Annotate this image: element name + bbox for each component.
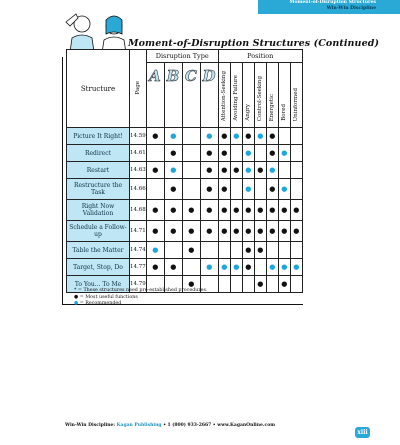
- blue-dot-icon: ●: [281, 184, 288, 193]
- most-useful-cell: [230, 162, 242, 179]
- blue-dot-icon: ●: [152, 245, 159, 254]
- empty-cell: [254, 259, 266, 276]
- most-useful-cell: [200, 200, 218, 221]
- svg-text:B: B: [166, 67, 180, 85]
- black-dot-icon: ●: [221, 184, 228, 193]
- most-useful-cell: [164, 221, 182, 242]
- black-dot-icon: ●: [188, 245, 195, 254]
- page-column-label: Page: [134, 80, 141, 95]
- empty-cell: [254, 145, 266, 162]
- black-dot-icon: ●: [170, 226, 177, 235]
- recommended-cell: [278, 145, 290, 162]
- black-dot-icon: ●: [245, 226, 252, 235]
- table-row: [67, 179, 303, 200]
- footer-publisher: Kagan Publishing: [116, 423, 162, 428]
- black-dot-icon: ●: [221, 205, 228, 214]
- blue-dot-icon: ●: [293, 262, 300, 271]
- legend-blue: ● = Recommended: [74, 301, 122, 306]
- most-useful-cell: [290, 221, 302, 242]
- black-dot-icon: ●: [269, 148, 276, 157]
- page-title: Moment-of-Disruption Structures (Continued): [128, 38, 380, 49]
- empty-cell: [146, 179, 164, 200]
- most-useful-cell: [266, 221, 278, 242]
- empty-cell: [218, 276, 230, 293]
- most-useful-cell: [146, 221, 164, 242]
- header-line2: Win-Win Discipline: [326, 6, 376, 11]
- most-useful-cell: [218, 179, 230, 200]
- empty-cell: [290, 242, 302, 259]
- position-header-avoiding failure: Avoiding Failure: [230, 63, 242, 128]
- position-header-uninformed: Uninformed: [290, 63, 302, 128]
- position-header-energetic: Energetic: [266, 63, 278, 128]
- page-column-header: [130, 50, 147, 128]
- most-useful-cell: [266, 128, 278, 145]
- blue-dot-icon: ●: [74, 301, 79, 306]
- empty-cell: [230, 242, 242, 259]
- disruption-type-header: Disruption Type: [146, 50, 218, 63]
- table-row: [67, 200, 303, 221]
- black-dot-icon: ●: [188, 205, 195, 214]
- blue-dot-icon: ●: [245, 184, 252, 193]
- most-useful-cell: [200, 179, 218, 200]
- empty-cell: [266, 242, 278, 259]
- most-useful-cell: [290, 200, 302, 221]
- empty-cell: [290, 179, 302, 200]
- recommended-cell: [146, 242, 164, 259]
- empty-cell: [182, 145, 200, 162]
- most-useful-cell: [278, 200, 290, 221]
- header-corner-block: [380, 0, 400, 14]
- most-useful-cell: [254, 200, 266, 221]
- black-dot-icon: ●: [257, 245, 264, 254]
- black-dot-icon: ●: [152, 205, 159, 214]
- black-dot-icon: ●: [257, 165, 264, 174]
- black-dot-icon: ●: [257, 226, 264, 235]
- structure-name: Restructure the Task: [67, 179, 130, 200]
- black-dot-icon: ●: [188, 279, 195, 288]
- structure-column-header: Structure: [67, 50, 130, 128]
- most-useful-cell: [230, 200, 242, 221]
- black-dot-icon: ●: [152, 262, 159, 271]
- most-useful-cell: [254, 276, 266, 293]
- table-row: [67, 162, 303, 179]
- black-dot-icon: ●: [245, 262, 252, 271]
- page-footer: Win-Win Discipline: Kagan Publishing • 1 (800) 933-2667 • www.KaganOnline.com: [65, 423, 275, 428]
- most-useful-cell: [254, 221, 266, 242]
- position-header-bored: Bored: [278, 63, 290, 128]
- empty-cell: [164, 242, 182, 259]
- structure-page: 14.74: [130, 242, 147, 259]
- most-useful-cell: [218, 145, 230, 162]
- position-header-angry: Angry: [242, 63, 254, 128]
- most-useful-cell: [230, 221, 242, 242]
- structure-name: Table the Matter: [67, 242, 130, 259]
- recommended-cell: [278, 259, 290, 276]
- empty-cell: [290, 145, 302, 162]
- most-useful-cell: [254, 162, 266, 179]
- most-useful-cell: [182, 200, 200, 221]
- position-header-control-seeking: Control-Seeking: [254, 63, 266, 128]
- black-dot-icon: ●: [170, 262, 177, 271]
- legend: [74, 288, 207, 308]
- disruption-type-b-icon: [164, 63, 182, 128]
- recommended-cell: [164, 162, 182, 179]
- header-line1: Moment-of-Disruption Structures: [289, 0, 376, 5]
- structure-name: Target, Stop, Do: [67, 259, 130, 276]
- black-dot-icon: ●: [221, 131, 228, 140]
- black-dot-icon: ●: [152, 131, 159, 140]
- structure-page: 14.71: [130, 221, 147, 242]
- legend-black: ● = Most useful functions: [74, 294, 138, 300]
- black-dot-icon: ●: [281, 205, 288, 214]
- empty-cell: [290, 162, 302, 179]
- most-useful-cell: [164, 259, 182, 276]
- black-dot-icon: ●: [152, 165, 159, 174]
- most-useful-cell: [242, 221, 254, 242]
- position-header-attention-seeking: Attention-Seeking: [218, 63, 230, 128]
- structure-name: Picture It Right!: [67, 128, 130, 145]
- footer-contact: • 1 (800) 933-2667 • www.KaganOnline.com: [161, 423, 275, 428]
- legend-star: * = These structures need pre-established procedures.: [74, 288, 208, 293]
- blue-dot-icon: ●: [206, 131, 213, 140]
- black-dot-icon: ●: [170, 184, 177, 193]
- most-useful-cell: [146, 128, 164, 145]
- recommended-cell: [164, 128, 182, 145]
- structure-page: 14.61: [130, 145, 147, 162]
- table-row: [67, 259, 303, 276]
- recommended-cell: [242, 179, 254, 200]
- disruption-type-a-icon: [146, 63, 164, 128]
- empty-cell: [182, 162, 200, 179]
- structure-page: 14.79: [130, 276, 147, 293]
- black-dot-icon: ●: [245, 131, 252, 140]
- blue-dot-icon: ●: [206, 262, 213, 271]
- black-dot-icon: ●: [221, 226, 228, 235]
- black-dot-icon: ●: [221, 148, 228, 157]
- most-useful-cell: [218, 221, 230, 242]
- most-useful-cell: [218, 128, 230, 145]
- empty-cell: [242, 276, 254, 293]
- black-dot-icon: ●: [221, 165, 228, 174]
- structure-name: Restart: [67, 162, 130, 179]
- most-useful-cell: [242, 242, 254, 259]
- black-dot-icon: ●: [293, 226, 300, 235]
- black-dot-icon: ●: [269, 131, 276, 140]
- most-useful-cell: [242, 200, 254, 221]
- black-dot-icon: ●: [188, 226, 195, 235]
- black-dot-icon: ●: [245, 205, 252, 214]
- blue-dot-icon: ●: [221, 262, 228, 271]
- recommended-cell: [266, 162, 278, 179]
- table-row: [67, 128, 303, 145]
- structure-name: To You... To Me: [67, 276, 130, 293]
- disruption-type-d-icon: [200, 63, 218, 128]
- recommended-cell: [242, 162, 254, 179]
- table-row: [67, 221, 303, 242]
- blue-dot-icon: ●: [245, 165, 252, 174]
- most-useful-cell: [182, 221, 200, 242]
- black-dot-icon: ●: [257, 205, 264, 214]
- structure-page: 14.59: [130, 128, 147, 145]
- most-useful-cell: [146, 200, 164, 221]
- recommended-cell: [290, 259, 302, 276]
- empty-cell: [230, 145, 242, 162]
- most-useful-cell: [164, 179, 182, 200]
- black-dot-icon: ●: [245, 245, 252, 254]
- empty-cell: [200, 242, 218, 259]
- structure-name: Schedule a Follow-up: [67, 221, 130, 242]
- most-useful-cell: [266, 179, 278, 200]
- structures-table: [66, 49, 303, 293]
- structure-page: 14.63: [130, 162, 147, 179]
- disruption-type-c-icon: [182, 63, 200, 128]
- most-useful-cell: [146, 162, 164, 179]
- blue-dot-icon: ●: [233, 262, 240, 271]
- black-dot-icon: ●: [269, 184, 276, 193]
- black-dot-icon: ●: [152, 226, 159, 235]
- blue-dot-icon: ●: [257, 131, 264, 140]
- empty-cell: [182, 179, 200, 200]
- empty-cell: [266, 276, 278, 293]
- recommended-cell: [230, 259, 242, 276]
- black-dot-icon: ●: [269, 205, 276, 214]
- most-useful-cell: [200, 221, 218, 242]
- most-useful-cell: [242, 259, 254, 276]
- empty-cell: [290, 128, 302, 145]
- black-dot-icon: ●: [206, 226, 213, 235]
- blue-dot-icon: ●: [170, 165, 177, 174]
- black-dot-icon: ●: [233, 205, 240, 214]
- blue-dot-icon: ●: [281, 262, 288, 271]
- black-dot-icon: ●: [281, 226, 288, 235]
- black-dot-icon: ●: [293, 205, 300, 214]
- most-useful-cell: [200, 162, 218, 179]
- empty-cell: [230, 276, 242, 293]
- empty-cell: [146, 145, 164, 162]
- recommended-cell: [278, 179, 290, 200]
- black-dot-icon: ●: [206, 205, 213, 214]
- position-header: Position: [218, 50, 302, 63]
- empty-cell: [254, 179, 266, 200]
- black-dot-icon: ●: [233, 165, 240, 174]
- recommended-cell: [242, 145, 254, 162]
- most-useful-cell: [146, 259, 164, 276]
- page-number: xiii: [355, 427, 370, 438]
- empty-cell: [278, 128, 290, 145]
- empty-cell: [278, 162, 290, 179]
- black-dot-icon: ●: [74, 294, 79, 300]
- most-useful-cell: [218, 200, 230, 221]
- structure-page: 14.77: [130, 259, 147, 276]
- most-useful-cell: [254, 242, 266, 259]
- empty-cell: [290, 276, 302, 293]
- most-useful-cell: [182, 242, 200, 259]
- blue-dot-icon: ●: [269, 262, 276, 271]
- svg-text:D: D: [202, 67, 216, 85]
- black-dot-icon: ●: [233, 226, 240, 235]
- black-dot-icon: ●: [281, 279, 288, 288]
- empty-cell: [230, 179, 242, 200]
- recommended-cell: [218, 259, 230, 276]
- svg-text:A: A: [149, 67, 162, 85]
- table-row: [67, 242, 303, 259]
- blue-dot-icon: ●: [233, 131, 240, 140]
- black-dot-icon: ●: [257, 279, 264, 288]
- empty-cell: [182, 259, 200, 276]
- structure-name: Redirect: [67, 145, 130, 162]
- recommended-cell: [200, 259, 218, 276]
- structure-name: Right Now Validation: [67, 200, 130, 221]
- recommended-cell: [254, 128, 266, 145]
- most-useful-cell: [278, 221, 290, 242]
- empty-cell: [218, 242, 230, 259]
- black-dot-icon: ●: [206, 184, 213, 193]
- blue-dot-icon: ●: [269, 165, 276, 174]
- black-dot-icon: ●: [170, 148, 177, 157]
- black-dot-icon: ●: [170, 205, 177, 214]
- structure-page: 14.66: [130, 179, 147, 200]
- most-useful-cell: [242, 128, 254, 145]
- recommended-cell: [200, 128, 218, 145]
- blue-dot-icon: ●: [170, 131, 177, 140]
- recommended-cell: [266, 259, 278, 276]
- blue-dot-icon: ●: [281, 148, 288, 157]
- most-useful-cell: [218, 162, 230, 179]
- most-useful-cell: [266, 200, 278, 221]
- blue-dot-icon: ●: [245, 148, 252, 157]
- black-dot-icon: ●: [269, 226, 276, 235]
- most-useful-cell: [278, 276, 290, 293]
- page-header-bar: [258, 0, 380, 14]
- empty-cell: [182, 128, 200, 145]
- most-useful-cell: [266, 145, 278, 162]
- empty-cell: [278, 242, 290, 259]
- most-useful-cell: [164, 200, 182, 221]
- recommended-cell: [230, 128, 242, 145]
- structure-page: 14.68: [130, 200, 147, 221]
- black-dot-icon: ●: [206, 165, 213, 174]
- footer-book-title: Win-Win Discipline: [65, 423, 114, 428]
- most-useful-cell: [164, 145, 182, 162]
- black-dot-icon: ●: [206, 148, 213, 157]
- svg-text:C: C: [185, 67, 198, 85]
- most-useful-cell: [200, 145, 218, 162]
- table-row: [67, 145, 303, 162]
